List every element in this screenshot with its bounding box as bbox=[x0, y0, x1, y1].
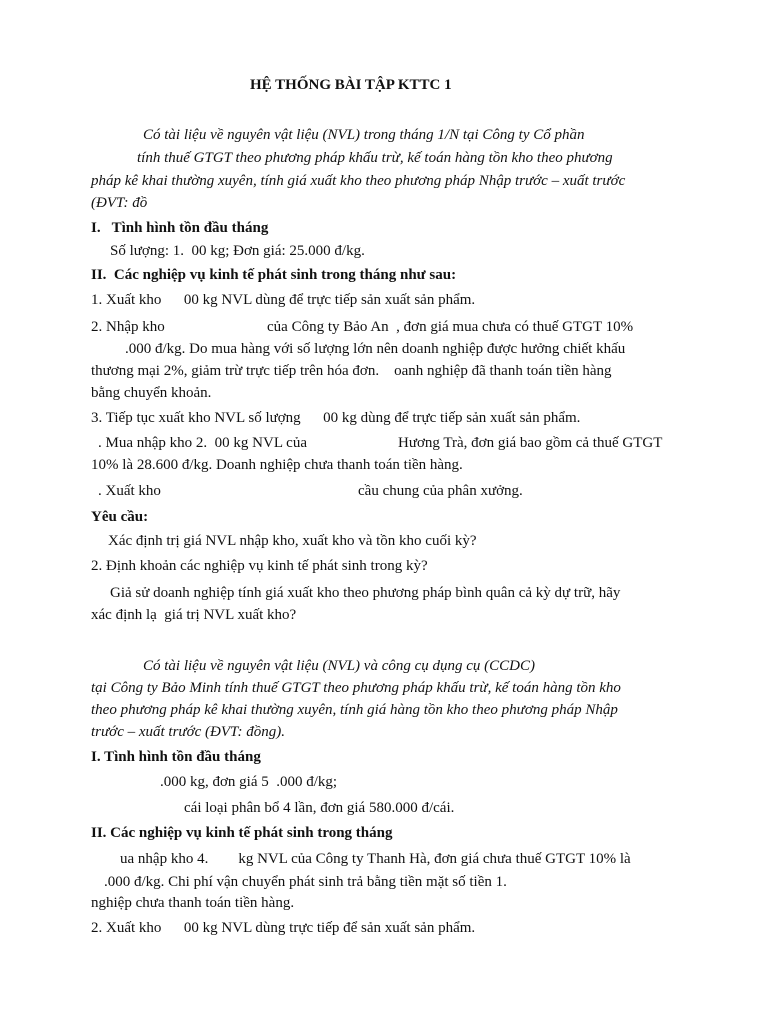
ex1-transaction-4: Hương Trà, đơn giá bao gồm cả thuế GTGT bbox=[398, 435, 663, 451]
ex1-intro-line: pháp kê khai thường xuyên, tính giá xuất kho theo phương pháp Nhập trước – xuất trước bbox=[91, 173, 626, 189]
ex1-transaction-1: 1. Xuất kho 00 kg NVL dùng để trực tiếp sản xuất sản phẩm. bbox=[91, 292, 476, 308]
ex2-transaction-1: nghiệp chưa thanh toán tiền hàng. bbox=[91, 895, 295, 911]
ex1-transaction-5: cầu chung của phân xưởng. bbox=[358, 483, 523, 499]
ex2-transaction-2: 2. Xuất kho 00 kg NVL dùng trực tiếp để sản xuất sản phẩm. bbox=[91, 920, 476, 936]
ex1-transaction-3: 3. Tiếp tục xuất kho NVL số lượng 00 kg dùng để trực tiếp sản xuất sản phẩm. bbox=[91, 410, 581, 426]
ex2-transaction-1: ua nhập kho 4. kg NVL của Công ty Thanh Hà, đơn giá chưa thuế GTGT 10% là bbox=[120, 851, 631, 867]
ex2-intro-line: theo phương pháp kê khai thường xuyên, tính giá hàng tồn kho theo phương pháp Nhập bbox=[91, 702, 618, 718]
ex1-requirement-1: Xác định trị giá NVL nhập kho, xuất kho và tồn kho cuối kỳ? bbox=[108, 533, 477, 549]
ex2-transaction-1: .000 đ/kg. Chi phí vận chuyển phát sinh trả bằng tiền mặt số tiền 1. bbox=[104, 874, 507, 890]
ex1-requirement-3: xác định lạ giá trị NVL xuất kho? bbox=[91, 607, 297, 623]
ex1-requirement-2: 2. Định khoản các nghiệp vụ kinh tế phát sinh trong kỳ? bbox=[91, 558, 428, 574]
ex2-section2-heading: II. Các nghiệp vụ kinh tế phát sinh trong tháng bbox=[91, 825, 393, 841]
ex1-transaction-2: của Công ty Bảo An , đơn giá mua chưa có thuế GTGT 10% bbox=[267, 319, 634, 335]
ex2-section1-text: .000 kg, đơn giá 5 .000 đ/kg; bbox=[160, 774, 338, 790]
ex1-transaction-2: 2. Nhập kho bbox=[91, 319, 165, 335]
ex1-transaction-2: bằng chuyển khoản. bbox=[91, 385, 212, 401]
ex1-requirements-heading: Yêu cầu: bbox=[91, 509, 149, 525]
ex2-intro-line: tại Công ty Bảo Minh tính thuế GTGT theo phương pháp khấu trừ, kế toán hàng tồn kho bbox=[91, 680, 621, 696]
ex2-intro-line: trước – xuất trước (ĐVT: đồng). bbox=[91, 724, 286, 740]
ex1-transaction-5: . Xuất kho bbox=[98, 483, 161, 499]
ex1-transaction-4: 10% là 28.600 đ/kg. Doanh nghiệp chưa thanh toán tiền hàng. bbox=[91, 457, 463, 473]
ex1-intro-line: tính thuế GTGT theo phương pháp khấu trừ, kế toán hàng tồn kho theo phương bbox=[137, 150, 613, 166]
ex1-intro-line: Có tài liệu về nguyên vật liệu (NVL) trong tháng 1/N tại Công ty Cổ phần bbox=[143, 127, 585, 143]
ex1-transaction-2: thương mại 2%, giảm trừ trực tiếp trên hóa đơn. oanh nghiệp đã thanh toán tiền hàng bbox=[91, 363, 612, 379]
ex1-requirement-3: Giả sử doanh nghiệp tính giá xuất kho theo phương pháp bình quân cả kỳ dự trữ, hãy bbox=[110, 585, 621, 601]
ex1-intro-line: (ĐVT: đồ bbox=[91, 195, 148, 211]
ex1-section1-text: Số lượng: 1. 00 kg; Đơn giá: 25.000 đ/kg. bbox=[110, 243, 365, 259]
ex2-section1-heading: I. Tình hình tồn đầu tháng bbox=[91, 749, 261, 765]
ex2-intro-line: Có tài liệu về nguyên vật liệu (NVL) và công cụ dụng cụ (CCDC) bbox=[143, 658, 535, 674]
document-title: HỆ THỐNG BÀI TẬP KTTC 1 bbox=[250, 77, 452, 93]
ex1-transaction-4: . Mua nhập kho 2. 00 kg NVL của bbox=[98, 435, 307, 451]
ex1-section1-heading: I. Tình hình tồn đầu tháng bbox=[91, 220, 269, 236]
ex1-transaction-2: .000 đ/kg. Do mua hàng với số lượng lớn nên doanh nghiệp được hưởng chiết khấu bbox=[125, 341, 626, 357]
ex2-section1-text: cái loại phân bổ 4 lần, đơn giá 580.000 đ/cái. bbox=[184, 800, 455, 816]
ex1-section2-heading: II. Các nghiệp vụ kinh tế phát sinh trong tháng như sau: bbox=[91, 267, 457, 283]
